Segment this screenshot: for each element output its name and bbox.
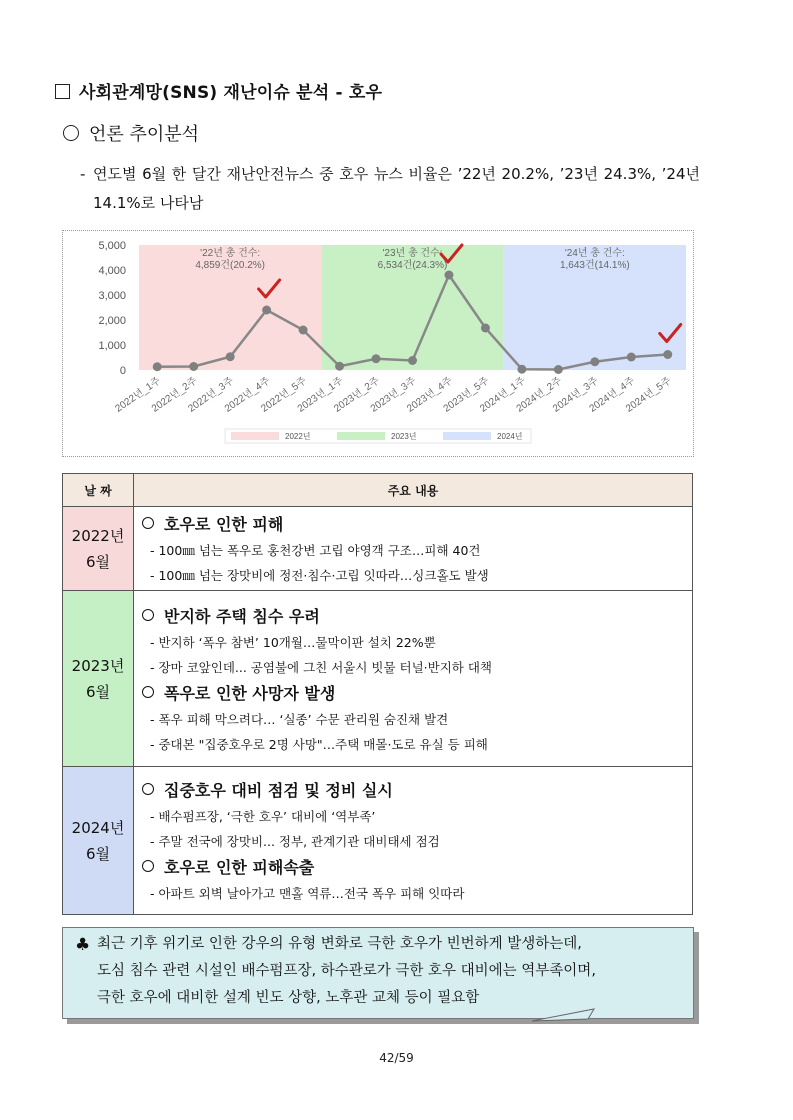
news-heading: [142, 854, 692, 881]
date-cell-2024: [63, 767, 134, 915]
y-tick-label: 4,000: [98, 265, 126, 277]
y-tick-label: 2,000: [98, 315, 126, 327]
news-item: - 아파트 외벽 날아가고 맨홀 역류…전국 폭우 피해 잇따라: [150, 886, 465, 901]
summary-paragraph: [80, 160, 700, 218]
note-box: [62, 927, 694, 1019]
date-cell-2022: [63, 507, 134, 591]
x-tick-label: 2022년_3주: [186, 375, 236, 415]
date-year: 2023년: [71, 656, 125, 675]
date-month: 6월: [85, 552, 111, 571]
data-point: [627, 353, 636, 362]
date-month: 6월: [85, 844, 111, 863]
content-cell-2022: [134, 507, 693, 591]
date-year: 2024년: [71, 818, 125, 837]
x-tick-label: 2023년_3주: [368, 375, 419, 415]
header-content: 주요 내용: [134, 474, 693, 507]
x-tick-label: 2024년_2주: [514, 375, 565, 415]
folded-corner-icon: [532, 1005, 598, 1025]
news-heading-text: 반지하 주택 침수 우려: [164, 606, 320, 626]
x-tick-label: 2023년_4주: [405, 375, 455, 415]
news-item: - 100㎜ 넘는 폭우로 홍천강변 고립 야영객 구조…피해 40건: [150, 543, 481, 558]
content-cell-2024: [134, 767, 693, 915]
y-tick-label: 1,000: [98, 340, 126, 352]
circle-bullet-icon: [142, 686, 154, 698]
data-point: [189, 362, 198, 371]
summary-dash: -: [80, 165, 86, 183]
x-tick-label: 2024년_5주: [624, 375, 674, 415]
data-point: [481, 324, 490, 333]
legend-swatch: [443, 432, 491, 440]
subheading-text: 언론 추이분석: [89, 124, 200, 145]
circle-bullet-icon: [142, 860, 154, 872]
band-label: 4,859건(20.2%): [195, 260, 266, 271]
section-title: [55, 78, 382, 103]
table-header-row: [63, 474, 693, 507]
data-point: [372, 354, 381, 363]
band-label: 6,534건(24.3%): [377, 260, 448, 271]
news-heading: [142, 777, 692, 804]
circle-bullet-icon: [63, 125, 79, 141]
summary-text: 연도별 6월 한 달간 재난안전뉴스 중 호우 뉴스 비율은 ’22년 20.2%, ’23년 24.3%, ’24년 14.1%로 나타남: [93, 165, 700, 212]
news-item: - 반지하 ‘폭우 참변’ 10개월…물막이판 설치 22%뿐: [150, 634, 436, 650]
x-tick-label: 2024년_4주: [587, 375, 638, 415]
data-point: [408, 356, 417, 365]
x-tick-label: 2023년_1주: [295, 375, 346, 415]
chart-container: [62, 230, 694, 457]
band-label: '24년 총 건수:: [564, 248, 625, 259]
data-point: [554, 365, 563, 374]
x-tick-label: 2022년_2주: [149, 375, 200, 415]
x-tick-label: 2022년_5주: [259, 375, 309, 415]
date-month: 6월: [85, 682, 111, 701]
news-heading: [142, 511, 692, 538]
news-heading-text: 호우로 인한 피해: [164, 515, 284, 534]
news-item: - 100㎜ 넘는 장맛비에 정전·침수·고립 잇따라…싱크홀도 발생: [150, 568, 489, 583]
note-text: [97, 931, 693, 1012]
news-heading-text: 호우로 인한 피해속출: [164, 858, 315, 877]
content-cell-2023: [134, 591, 693, 767]
x-tick-label: 2023년_2주: [332, 375, 382, 415]
x-tick-label: 2022년_4주: [222, 375, 273, 415]
club-icon: ♣: [75, 935, 91, 955]
note-line: 극한 호우에 대비한 설계 빈도 상향, 노후관 교체 등이 필요함: [97, 990, 480, 1006]
table-row-2022: [63, 507, 693, 591]
x-tick-label: 2023년_5주: [441, 375, 492, 415]
data-point: [299, 326, 308, 335]
y-tick-label: 3,000: [98, 290, 126, 302]
y-tick-label: 5,000: [98, 240, 126, 252]
news-item: - 폭우 피해 막으려다… ‘실종’ 수문 관리원 숨진채 발견: [150, 711, 449, 727]
note-line: 최근 기후 위기로 인한 강우의 유형 변화로 극한 호우가 빈번하게 발생하는데,: [97, 936, 582, 952]
data-point: [226, 352, 235, 361]
news-item: - 주말 전국에 장맛비... 정부, 관계기관 대비태세 점검: [150, 834, 440, 849]
header-date: 날 짜: [63, 474, 134, 507]
news-heading-text: 집중호우 대비 점검 및 정비 실시: [164, 781, 393, 800]
band-label: 1,643건(14.1%): [559, 260, 630, 271]
data-point: [444, 271, 453, 280]
news-item: - 중대본 "집중호우로 2명 사망"…주택 매몰·도로 유실 등 피해: [150, 736, 488, 752]
checkbox-square-icon: [55, 84, 70, 99]
circle-bullet-icon: [142, 783, 154, 795]
news-heading-text: 폭우로 인한 사망자 발생: [164, 683, 336, 703]
legend-swatch: [231, 432, 279, 440]
news-item: - 배수펌프장, ‘극한 호우’ 대비에 ‘역부족’: [150, 809, 376, 824]
table-row-2023: [63, 591, 693, 767]
data-point: [335, 362, 344, 371]
data-point: [262, 306, 271, 315]
date-year: 2022년: [71, 526, 125, 545]
subheading: [63, 120, 199, 146]
date-cell-2023: [63, 591, 134, 767]
legend-label: 2022년: [285, 432, 311, 441]
x-tick-label: 2024년_1주: [478, 375, 528, 415]
circle-bullet-icon: [142, 517, 154, 529]
legend-swatch: [337, 432, 385, 440]
page-number: 42/59: [379, 1051, 414, 1065]
section-title-text: 사회관계망(SNS) 재난이슈 분석 - 호우: [79, 83, 383, 103]
news-table: [62, 473, 693, 915]
news-item: - 장마 코앞인데... 공염불에 그친 서울시 빗물 터널·반지하 대책: [150, 659, 492, 675]
news-heading: [142, 603, 692, 630]
news-heading: [142, 680, 692, 707]
data-point: [590, 357, 599, 366]
data-point: [663, 350, 672, 359]
band-label: '22년 총 건수:: [200, 248, 261, 259]
band-label: '23년 총 건수:: [382, 248, 443, 259]
line-chart: [63, 231, 693, 456]
circle-bullet-icon: [142, 609, 154, 621]
x-tick-label: 2022년_1주: [113, 375, 163, 415]
legend-label: 2023년: [391, 432, 417, 441]
legend-label: 2024년: [497, 432, 523, 441]
y-tick-label: 0: [119, 365, 126, 377]
data-point: [153, 362, 162, 371]
x-tick-label: 2024년_3주: [551, 375, 601, 415]
note-line: 도심 침수 관련 시설인 배수펌프장, 하수관로가 극한 호우 대비에는 역부족이며,: [97, 963, 596, 979]
data-point: [517, 365, 526, 374]
table-row-2024: [63, 767, 693, 915]
